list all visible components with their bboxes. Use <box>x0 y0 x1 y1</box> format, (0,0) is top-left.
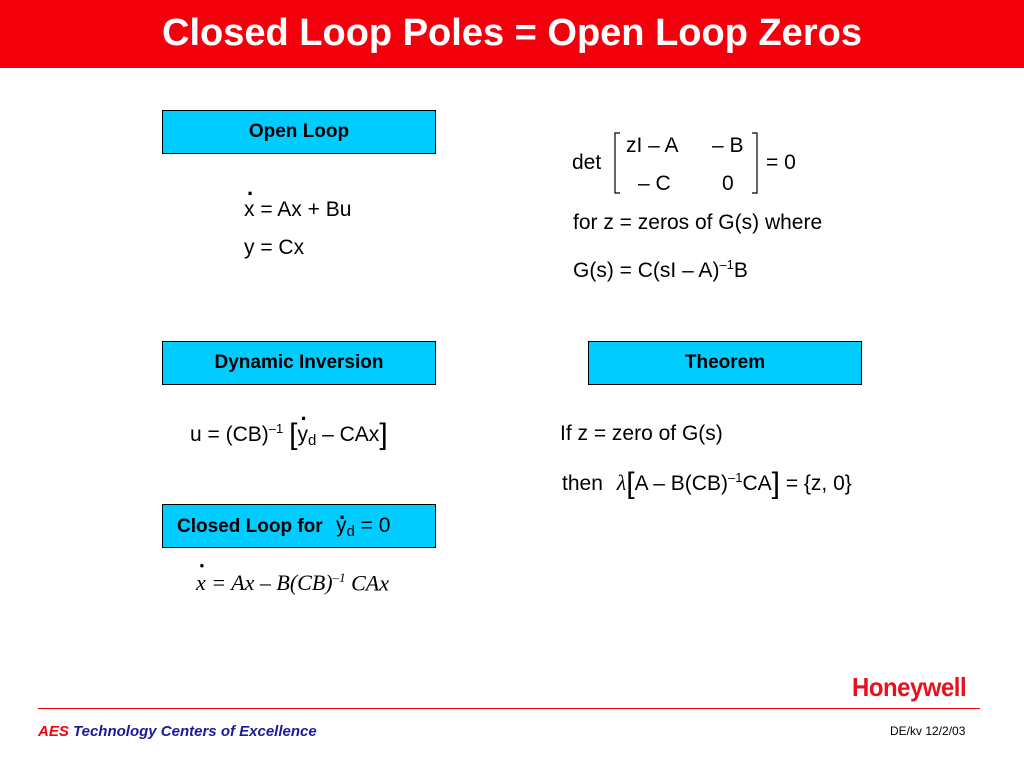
det-r2c2: 0 <box>722 172 734 195</box>
then-sup: –1 <box>727 470 743 485</box>
honeywell-logo: Honeywell <box>852 672 967 702</box>
footer-divider <box>38 708 980 709</box>
dynamic-inversion-box: Dynamic Inversion <box>162 341 436 385</box>
closed-loop-equation <box>196 570 389 596</box>
theorem-box: Theorem <box>588 341 862 385</box>
footer-aes: AES <box>38 723 69 740</box>
transfer-function-line <box>573 257 748 283</box>
lambda-symbol: λ <box>616 470 627 495</box>
closed-loop-for-label: Closed Loop for <box>177 516 323 537</box>
u-sup: –1 <box>268 421 284 436</box>
u-tail: – CAx <box>322 423 380 446</box>
u-y: · y <box>297 423 308 446</box>
yd-y: · y <box>336 514 347 537</box>
yd-subscript: d <box>346 523 355 540</box>
det-r2c1: – C <box>638 172 671 195</box>
then-rhs: = {z, 0} <box>785 472 852 495</box>
open-loop-state-text: · x = Ax + Bu <box>244 198 351 221</box>
det-r1c1: zI – A <box>626 134 679 157</box>
det-rhs: = 0 <box>766 151 796 174</box>
footer-tagline <box>38 723 317 740</box>
yd-zero-equation <box>335 514 391 540</box>
cl-sup: –1 <box>332 570 346 585</box>
theorem-then-line: then λ[A – B(CB)$^{-1}$CA] = {z, 0} <box>562 467 852 500</box>
control-law-equation: u = (CB)$^{-1}$ [· $y_d - CAx$] <box>190 418 388 452</box>
slide-title: Closed Loop Poles = Open Loop Zeros <box>162 12 862 54</box>
then-tail: CA <box>742 472 772 495</box>
then-label: then <box>562 472 603 495</box>
open-loop-state-equation <box>244 198 351 222</box>
gs-tail: B <box>733 259 748 282</box>
footer-tagline-text: Technology Centers of Excellence <box>73 723 317 740</box>
theorem-if-line: If z = zero of G(s) <box>560 422 723 445</box>
cl-text: · x = Ax – B(CB) <box>196 570 333 595</box>
open-loop-output-equation: y = Cx <box>244 236 305 259</box>
cl-tail: CAx <box>351 570 390 596</box>
yd-rhs: = 0 <box>360 514 391 537</box>
open-loop-box: Open Loop <box>162 110 436 154</box>
u-sub: d <box>307 432 317 449</box>
then-body: A – B(CB) <box>634 472 728 495</box>
for-zeros-line: for z = zeros of G(s) where <box>573 211 823 234</box>
closed-loop-for-box <box>162 504 436 548</box>
gs-sup: –1 <box>719 257 734 272</box>
footer-date: DE/kv 12/2/03 <box>890 724 966 738</box>
det-r1c2: – B <box>712 134 744 157</box>
gs-text: G(s) = C(sI – A) <box>573 259 720 282</box>
det-label: det <box>572 151 602 174</box>
u-lhs: u = (CB) <box>190 423 269 446</box>
